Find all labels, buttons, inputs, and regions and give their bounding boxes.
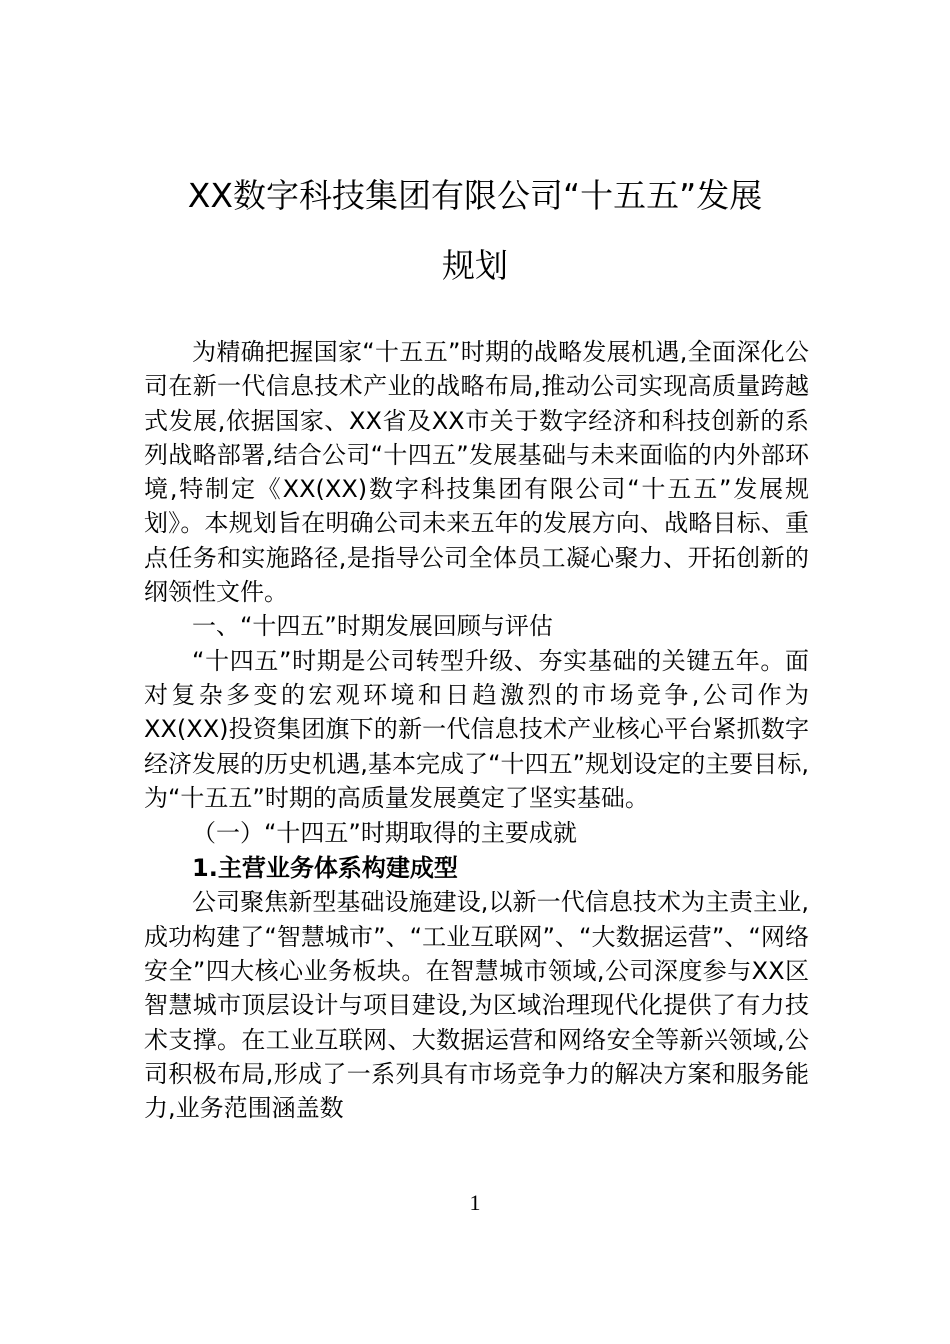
document-title-line-1: XX数字科技集团有限公司“十五五”发展 [187, 176, 763, 215]
intro-paragraph: 为精确把握国家“十五五”时期的战略发展机遇,全面深化公司在新一代信息技术产业的战略布局,推动公司实现高质量跨越式发展,依据国家、XX省及XX市关于数字经济和科技创新的系列战略部署,结合公司“十四五”发展基础与未来面临的内外部环境,特制定《XX(XX)数字科技集团有限公司“十五五”发展规划》。本规划旨在明确公司未来五年的发展方向、战略目标、重点任务和实施路径,是指导公司全体员工凝心聚力、开拓创新的纲领性文件。 [144, 338, 809, 607]
section-1-heading: 一、“十四五”时期发展回顾与评估 [192, 612, 553, 641]
section-1-paragraph: “十四五”时期是公司转型升级、夯实基础的关键五年。面对复杂多变的宏观环境和日趋激烈的市场竞争,公司作为XX(XX)投资集团旗下的新一代信息技术产业核心平台紧抓数字经济发展的历史机遇,基本完成了“十四五”规划设定的主要目标,为“十五五”时期的高质量发展奠定了坚实基础。 [144, 646, 809, 812]
item-1-heading: 1.主营业务体系构建成型 [192, 854, 458, 883]
subsection-1-heading: （一）“十四五”时期取得的主要成就 [192, 819, 577, 848]
document-body [144, 335, 809, 1126]
item-1-paragraph: 公司聚焦新型基础设施建设,以新一代信息技术为主责主业,成功构建了“智慧城市”、“工业互联网”、“大数据运营”、“网络安全”四大核心业务板块。在智慧城市领域,公司深度参与XX区智慧城市顶层设计与项目建设,为区域治理现代化提供了有力技术支撑。在工业互联网、大数据运营和网络安全等新兴领域,公司积极布局,形成了一系列具有市场竞争力的解决方案和服务能力,业务范围涵盖数 [144, 888, 809, 1123]
document-title-line-2: 规划 [442, 246, 508, 285]
page-number: 1 [469, 1190, 481, 1215]
